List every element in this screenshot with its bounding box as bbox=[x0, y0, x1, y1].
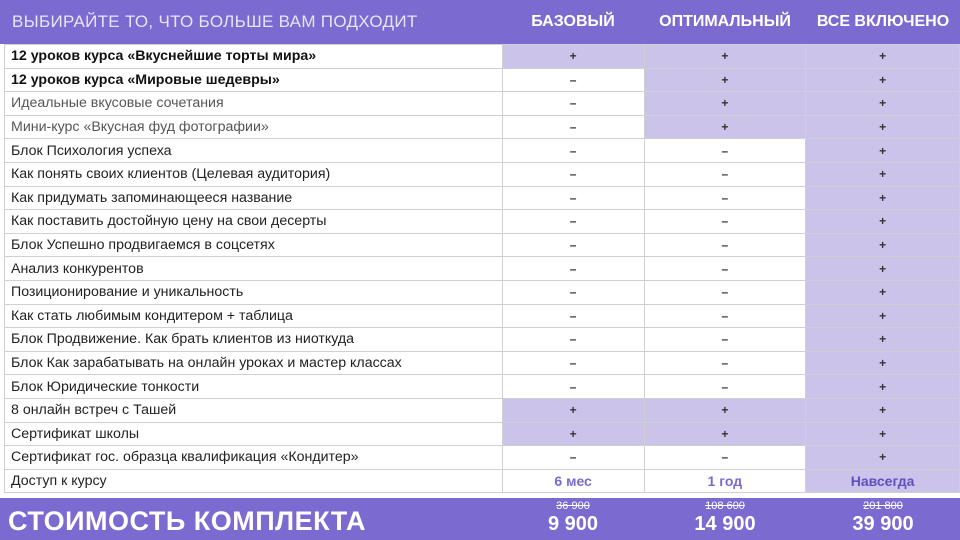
feature-label: 8 онлайн встреч с Ташей bbox=[5, 398, 503, 422]
access-label: Доступ к курсу bbox=[5, 469, 503, 493]
plan-all-inclusive-header: ВСЕ ВКЛЮЧЕНО bbox=[816, 13, 950, 30]
feature-label: Блок Психология успеха bbox=[5, 139, 503, 163]
price-basic-old: 36 900 bbox=[556, 500, 590, 512]
mark-basic: – bbox=[502, 446, 644, 470]
feature-label: Мини-курс «Вкусная фуд фотографии» bbox=[5, 115, 503, 139]
price-all-inclusive bbox=[806, 500, 960, 536]
mark-optimal: + bbox=[644, 45, 806, 69]
feature-label: 12 уроков курса «Вкуснейшие торты мира» bbox=[5, 45, 503, 69]
mark-all-inclusive: + bbox=[806, 257, 960, 281]
mark-basic: – bbox=[502, 139, 644, 163]
mark-optimal: – bbox=[644, 328, 806, 352]
mark-optimal: – bbox=[644, 233, 806, 257]
mark-basic: – bbox=[502, 115, 644, 139]
mark-basic: – bbox=[502, 210, 644, 234]
price-all-inclusive-new: 39 900 bbox=[852, 513, 914, 535]
feature-label: Как стать любимым кондитером + таблица bbox=[5, 304, 503, 328]
price-optimal bbox=[644, 500, 806, 536]
plan-optimal-header: ОПТИМАЛЬНЫЙ bbox=[659, 13, 791, 30]
feature-label: Как придумать запоминающееся название bbox=[5, 186, 503, 210]
feature-label: Блок Как зарабатывать на онлайн уроках и мастер классах bbox=[5, 351, 503, 375]
feature-label: Блок Юридические тонкости bbox=[5, 375, 503, 399]
mark-optimal: – bbox=[644, 186, 806, 210]
table-row bbox=[5, 375, 960, 399]
feature-label: Как понять своих клиентов (Целевая аудитория) bbox=[5, 162, 503, 186]
mark-optimal: + bbox=[644, 92, 806, 116]
mark-basic: – bbox=[502, 257, 644, 281]
mark-all-inclusive: + bbox=[806, 68, 960, 92]
mark-optimal: – bbox=[644, 304, 806, 328]
table-row bbox=[5, 422, 960, 446]
plan-basic-header: БАЗОВЫЙ bbox=[531, 13, 615, 30]
mark-optimal: – bbox=[644, 375, 806, 399]
header-bar bbox=[0, 0, 960, 44]
comparison-table bbox=[4, 44, 960, 493]
mark-optimal: – bbox=[644, 210, 806, 234]
feature-label: 12 уроков курса «Мировые шедевры» bbox=[5, 68, 503, 92]
mark-optimal: – bbox=[644, 351, 806, 375]
mark-basic: – bbox=[502, 280, 644, 304]
mark-basic: + bbox=[502, 422, 644, 446]
mark-basic: + bbox=[502, 398, 644, 422]
mark-basic: – bbox=[502, 375, 644, 399]
access-optimal: 1 год bbox=[644, 469, 806, 493]
table-row bbox=[5, 398, 960, 422]
mark-basic: – bbox=[502, 304, 644, 328]
table-row bbox=[5, 162, 960, 186]
table-row bbox=[5, 446, 960, 470]
mark-optimal: + bbox=[644, 422, 806, 446]
mark-basic: – bbox=[502, 162, 644, 186]
mark-basic: + bbox=[502, 45, 644, 69]
table-row bbox=[5, 45, 960, 69]
mark-all-inclusive: + bbox=[806, 162, 960, 186]
mark-optimal: + bbox=[644, 68, 806, 92]
feature-label: Анализ конкурентов bbox=[5, 257, 503, 281]
mark-basic: – bbox=[502, 351, 644, 375]
mark-all-inclusive: + bbox=[806, 186, 960, 210]
mark-all-inclusive: + bbox=[806, 446, 960, 470]
table-row bbox=[5, 257, 960, 281]
access-all-inclusive: Навсегда bbox=[806, 469, 960, 493]
feature-label: Идеальные вкусовые сочетания bbox=[5, 92, 503, 116]
mark-optimal: – bbox=[644, 139, 806, 163]
mark-basic: – bbox=[502, 233, 644, 257]
price-optimal-old: 108 600 bbox=[705, 500, 745, 512]
mark-all-inclusive: + bbox=[806, 398, 960, 422]
page-title: ВЫБИРАЙТЕ ТО, ЧТО БОЛЬШЕ ВАМ ПОДХОДИТ bbox=[12, 12, 418, 31]
table-row bbox=[5, 280, 960, 304]
table-row bbox=[5, 186, 960, 210]
mark-all-inclusive: + bbox=[806, 233, 960, 257]
feature-label: Блок Успешно продвигаемся в соцсетях bbox=[5, 233, 503, 257]
footer-bar bbox=[0, 498, 960, 540]
price-basic bbox=[502, 500, 644, 536]
table-row bbox=[5, 210, 960, 234]
price-all-inclusive-old: 201 800 bbox=[863, 500, 903, 512]
table-row bbox=[5, 92, 960, 116]
table-row bbox=[5, 68, 960, 92]
table-row bbox=[5, 304, 960, 328]
mark-all-inclusive: + bbox=[806, 304, 960, 328]
mark-basic: – bbox=[502, 328, 644, 352]
table-row bbox=[5, 469, 960, 493]
mark-all-inclusive: + bbox=[806, 45, 960, 69]
table-row bbox=[5, 139, 960, 163]
mark-optimal: – bbox=[644, 257, 806, 281]
feature-label: Сертификат гос. образца квалификация «Кондитер» bbox=[5, 446, 503, 470]
mark-all-inclusive: + bbox=[806, 92, 960, 116]
mark-all-inclusive: + bbox=[806, 115, 960, 139]
mark-basic: – bbox=[502, 92, 644, 116]
feature-label: Сертификат школы bbox=[5, 422, 503, 446]
mark-basic: – bbox=[502, 186, 644, 210]
mark-all-inclusive: + bbox=[806, 139, 960, 163]
table-row bbox=[5, 233, 960, 257]
mark-optimal: – bbox=[644, 162, 806, 186]
mark-all-inclusive: + bbox=[806, 210, 960, 234]
mark-optimal: – bbox=[644, 446, 806, 470]
price-basic-new: 9 900 bbox=[547, 513, 599, 535]
mark-basic: – bbox=[502, 68, 644, 92]
mark-all-inclusive: + bbox=[806, 351, 960, 375]
mark-all-inclusive: + bbox=[806, 375, 960, 399]
access-basic: 6 мес bbox=[502, 469, 644, 493]
feature-label: Как поставить достойную цену на свои десерты bbox=[5, 210, 503, 234]
mark-all-inclusive: + bbox=[806, 328, 960, 352]
mark-all-inclusive: + bbox=[806, 422, 960, 446]
mark-optimal: + bbox=[644, 115, 806, 139]
feature-label: Блок Продвижение. Как брать клиентов из ниоткуда bbox=[5, 328, 503, 352]
table-row bbox=[5, 115, 960, 139]
mark-all-inclusive: + bbox=[806, 280, 960, 304]
cost-label: СТОИМОСТЬ КОМПЛЕКТА bbox=[8, 506, 367, 536]
table-row bbox=[5, 351, 960, 375]
feature-label: Позиционирование и уникальность bbox=[5, 280, 503, 304]
mark-optimal: + bbox=[644, 398, 806, 422]
table-row bbox=[5, 328, 960, 352]
mark-optimal: – bbox=[644, 280, 806, 304]
price-optimal-new: 14 900 bbox=[694, 513, 756, 535]
